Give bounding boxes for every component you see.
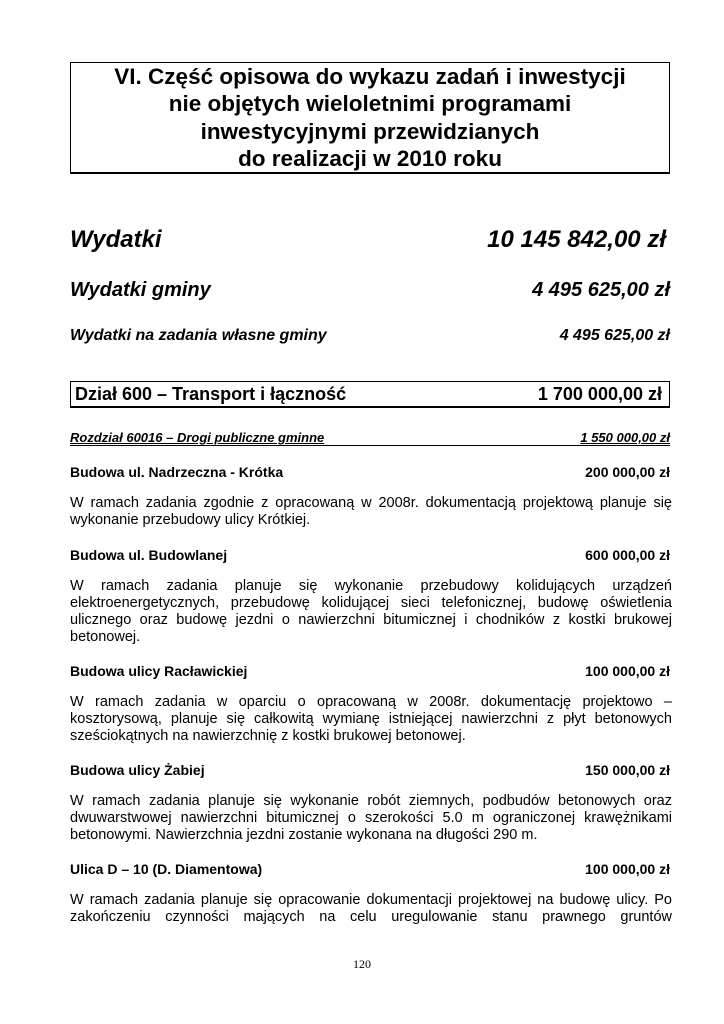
task-heading <box>70 663 670 679</box>
task-amount: 600 000,00 zł <box>585 547 670 563</box>
task-name: Budowa ulicy Racławickiej <box>70 663 248 679</box>
task-amount: 200 000,00 zł <box>585 464 670 480</box>
wydatki-row <box>70 226 670 254</box>
dzial-box <box>70 381 670 408</box>
wydatki-value: 10 145 842,00 zł <box>487 226 666 253</box>
task-name: Budowa ul. Budowlanej <box>70 547 228 563</box>
rozdzial-underline <box>70 445 670 446</box>
task-amount: 100 000,00 zł <box>585 861 670 877</box>
wydatki-gminy-value: 4 495 625,00 zł <box>532 279 670 301</box>
dzial-label: Dział 600 – Transport i łączność <box>75 383 347 404</box>
task-amount: 100 000,00 zł <box>585 663 670 679</box>
section-title <box>70 62 670 174</box>
task-description: W ramach zadania zgodnie z opracowaną w 2008r. dokumentacją projektową planuje się wykonanie przebudowy ulicy Krótkiej. <box>70 495 672 528</box>
rozdzial-label: Rozdział 60016 – Drogi publiczne gminne <box>70 430 325 445</box>
task-description: W ramach zadania planuje się opracowanie dokumentacji projektowej na budowę ulicy. Po zakończeniu czynności mających na celu uregulowanie stanu prawnego gruntów <box>70 892 672 925</box>
task-name: Budowa ulicy Żabiej <box>70 762 205 778</box>
title-line-3: inwestycyjnymi przewidzianych <box>200 118 540 144</box>
wydatki-wlasne-label: Wydatki na zadania własne gminy <box>70 327 327 344</box>
task-name: Budowa ul. Nadrzeczna - Krótka <box>70 464 284 480</box>
page-number: 120 <box>353 957 371 971</box>
rozdzial-row <box>70 430 670 445</box>
task-description: W ramach zadania w oparciu o opracowaną w 2008r. dokumentację projektowo – kosztorysową, planuje się całkowitą wymianę istniejącej nawierzchni z płyt betonowych sześciokątnych na nawierzchnię z kostki brukowej betonowej. <box>70 694 672 744</box>
wydatki-gminy-label: Wydatki gminy <box>70 279 211 301</box>
task-description: W ramach zadania planuje się wykonanie robót ziemnych, podbudów betonowych oraz dwuwarstwowej nawierzchni bitumicznej o szerokości 5.0 m ograniczonej krawężnikami betonowymi. Nawierzchnia jezdni zostanie wykonana na długości 290 m. <box>70 793 672 843</box>
task-amount: 150 000,00 zł <box>585 762 670 778</box>
task-name: Ulica D – 10 (D. Diamentowa) <box>70 861 263 877</box>
task-heading <box>70 547 670 563</box>
wydatki-wlasne-row <box>70 327 670 345</box>
title-line-1: VI. Część opisowa do wykazu zadań i inwestycji <box>114 63 626 89</box>
title-line-4: do realizacji w 2010 roku <box>238 146 502 171</box>
dzial-value: 1 700 000,00 zł <box>537 383 662 404</box>
task-heading <box>70 762 670 778</box>
rozdzial-value: 1 550 000,00 zł <box>580 430 670 445</box>
task-heading <box>70 464 670 480</box>
task-heading <box>70 861 670 877</box>
wydatki-wlasne-value: 4 495 625,00 zł <box>559 327 670 344</box>
wydatki-label: Wydatki <box>70 226 162 253</box>
task-description: W ramach zadania planuje się wykonanie przebudowy kolidujących urządzeń elektroenergetycznych, przebudowę kolidującej sieci telefonicznej, budowę oświetlenia ulicznego oraz budowę jezdni o nawierzchni bitumicznej i chodników z kostki brukowej betonowej. <box>70 578 672 645</box>
wydatki-gminy-row <box>70 279 670 302</box>
title-line-2: nie objętych wieloletnimi programami <box>168 91 572 116</box>
